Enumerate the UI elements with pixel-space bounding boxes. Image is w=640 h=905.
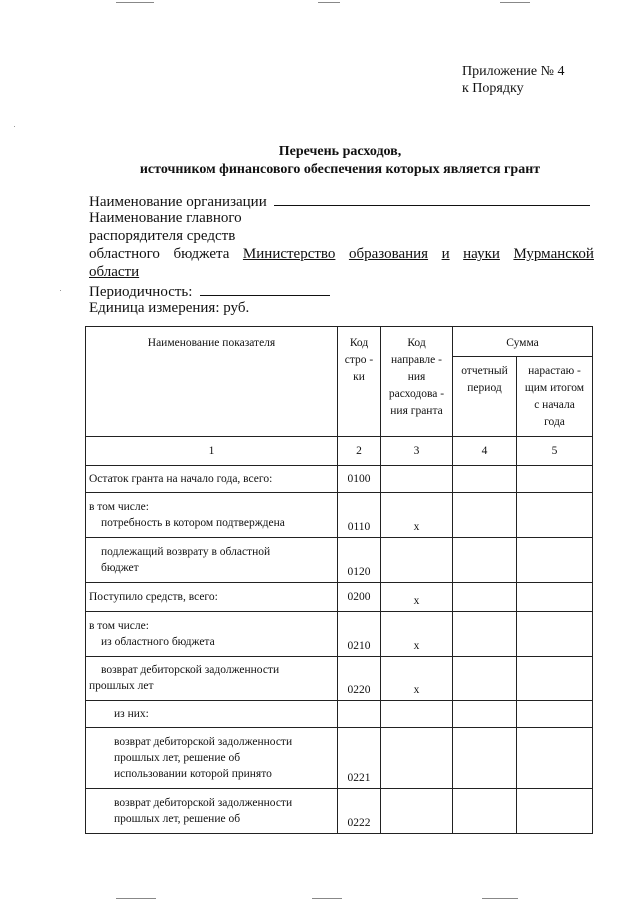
ministry-word: образования <box>348 246 429 262</box>
row-direction[interactable]: x <box>381 493 453 538</box>
header-current-line: период <box>467 382 502 394</box>
table-row <box>86 493 593 538</box>
table-row <box>86 466 593 493</box>
row-current-value[interactable] <box>453 728 517 789</box>
row-label-line: в том числе: <box>89 620 149 632</box>
row-current-value[interactable] <box>453 493 517 538</box>
row-code: 0220 <box>338 657 381 701</box>
scan-mark <box>482 898 518 899</box>
column-number-row <box>86 437 593 466</box>
table-row <box>86 612 593 657</box>
period-field[interactable] <box>200 281 330 296</box>
row-label <box>86 612 338 657</box>
header-direction-line: направле - <box>391 354 442 366</box>
row-label-line: возврат дебиторской задолженности <box>114 797 293 809</box>
row-cumulative-value[interactable] <box>517 612 593 657</box>
main-manager-label-1: Наименование главного <box>89 210 242 226</box>
row-cumulative-value[interactable] <box>517 583 593 612</box>
row-code: 0210 <box>338 612 381 657</box>
row-direction[interactable]: x <box>381 657 453 701</box>
header-cumulative-line: с начала <box>534 399 575 411</box>
scan-dot <box>14 126 15 127</box>
header-direction-line: расходова - <box>388 388 445 400</box>
column-number: 3 <box>381 437 453 466</box>
header-direction-line: Код <box>407 337 426 349</box>
column-number: 4 <box>453 437 517 466</box>
table-row <box>86 728 593 789</box>
row-code: 0110 <box>338 493 381 538</box>
row-cumulative-value[interactable] <box>517 466 593 493</box>
header-code <box>338 327 381 437</box>
appendix-note <box>462 63 565 97</box>
row-label-line: прошлых лет, решение об <box>114 813 241 825</box>
row-direction[interactable] <box>381 701 453 728</box>
header-sum: Сумма <box>453 327 593 357</box>
scan-mark <box>116 2 154 3</box>
ministry-continuation: области <box>89 264 140 280</box>
expense-table <box>85 326 593 834</box>
row-cumulative-value[interactable] <box>517 657 593 701</box>
row-code: 0222 <box>338 789 381 834</box>
row-current-value[interactable] <box>453 789 517 834</box>
row-label-line: потребность в котором подтверждена <box>101 517 285 529</box>
row-direction[interactable] <box>381 538 453 583</box>
row-direction[interactable]: x <box>381 612 453 657</box>
ministry-word: и <box>441 246 450 262</box>
document-title: Перечень расходов, <box>278 144 402 159</box>
ministry-word: Министерство <box>242 246 336 262</box>
header-cumulative-line: щим итогом <box>524 382 585 394</box>
row-label <box>86 493 338 538</box>
column-number: 1 <box>86 437 338 466</box>
row-current-value[interactable] <box>453 612 517 657</box>
row-current-value[interactable] <box>453 466 517 493</box>
row-label-line: прошлых лет <box>89 680 154 692</box>
table-row <box>86 657 593 701</box>
appendix-line-1: Приложение № 4 <box>462 64 565 79</box>
row-current-value[interactable] <box>453 583 517 612</box>
row-cumulative-value[interactable] <box>517 538 593 583</box>
header-cumulative-line: нарастаю - <box>528 365 581 377</box>
row-cumulative-value[interactable] <box>517 789 593 834</box>
header-current-period <box>453 357 517 437</box>
scan-dot <box>60 290 61 291</box>
row-label: Остаток гранта на начало года, всего: <box>86 466 338 493</box>
ministry-word: Мурманской <box>513 246 594 262</box>
row-cumulative-value[interactable] <box>517 728 593 789</box>
column-number: 5 <box>517 437 593 466</box>
table-row <box>86 701 593 728</box>
period-row <box>89 281 330 301</box>
row-label-line: в том числе: <box>89 501 149 513</box>
ministry-word: науки <box>463 246 500 262</box>
appendix-line-2: к Порядку <box>462 81 524 96</box>
header-direction-line: ния гранта <box>390 405 443 417</box>
table-row <box>86 583 593 612</box>
main-manager-label-2: распорядителя средств <box>89 228 236 244</box>
row-direction[interactable] <box>381 789 453 834</box>
row-label-line: бюджет <box>101 562 139 574</box>
row-code: 0221 <box>338 728 381 789</box>
row-label <box>86 728 338 789</box>
header-code-line: стро - <box>344 354 374 366</box>
org-name-row <box>89 191 590 211</box>
header-code-line: Код <box>349 337 369 349</box>
row-label <box>86 538 338 583</box>
scan-mark <box>312 898 342 899</box>
org-name-label: Наименование организации <box>89 194 267 210</box>
scan-mark <box>116 898 156 899</box>
header-direction <box>381 327 453 437</box>
table-row <box>86 789 593 834</box>
row-direction[interactable] <box>381 728 453 789</box>
row-label <box>86 701 338 728</box>
row-current-value[interactable] <box>453 538 517 583</box>
row-label-line: из них: <box>114 708 149 720</box>
row-code <box>338 701 381 728</box>
header-current-line: отчетный <box>461 365 508 377</box>
row-label-line: использовании которой принято <box>114 768 272 780</box>
row-label-line: возврат дебиторской задолженности <box>114 736 293 748</box>
row-label <box>86 657 338 701</box>
row-label-line: возврат дебиторской задолженности <box>101 664 280 676</box>
header-direction-line: ния <box>407 371 426 383</box>
header-cumulative <box>517 357 593 437</box>
unit-label: Единица измерения: руб. <box>89 300 250 316</box>
row-direction[interactable]: x <box>381 583 453 612</box>
row-cumulative-value[interactable] <box>517 701 593 728</box>
row-label <box>86 789 338 834</box>
row-current-value[interactable] <box>453 701 517 728</box>
scan-mark <box>500 2 530 3</box>
period-label: Периодичность: <box>89 284 193 300</box>
document-subtitle: источником финансового обеспечения которых является грант <box>139 162 541 177</box>
row-label-line: из областного бюджета <box>101 636 215 648</box>
budget-word: бюджета <box>173 246 230 262</box>
row-current-value[interactable] <box>453 657 517 701</box>
row-direction[interactable] <box>381 466 453 493</box>
scan-mark <box>318 2 340 3</box>
row-code: 0200 <box>338 583 381 612</box>
row-label: Поступило средств, всего: <box>86 583 338 612</box>
budget-row <box>89 245 594 263</box>
row-code: 0100 <box>338 466 381 493</box>
row-code: 0120 <box>338 538 381 583</box>
row-label-line: прошлых лет, решение об <box>114 752 241 764</box>
budget-word: областного <box>89 246 160 262</box>
org-name-field[interactable] <box>274 191 590 206</box>
header-cumulative-line: года <box>544 416 565 428</box>
table-row <box>86 538 593 583</box>
column-number: 2 <box>338 437 381 466</box>
header-code-line: ки <box>353 371 365 383</box>
row-label-line: подлежащий возврату в областной <box>101 546 271 558</box>
header-name: Наименование показателя <box>86 327 338 437</box>
row-cumulative-value[interactable] <box>517 493 593 538</box>
